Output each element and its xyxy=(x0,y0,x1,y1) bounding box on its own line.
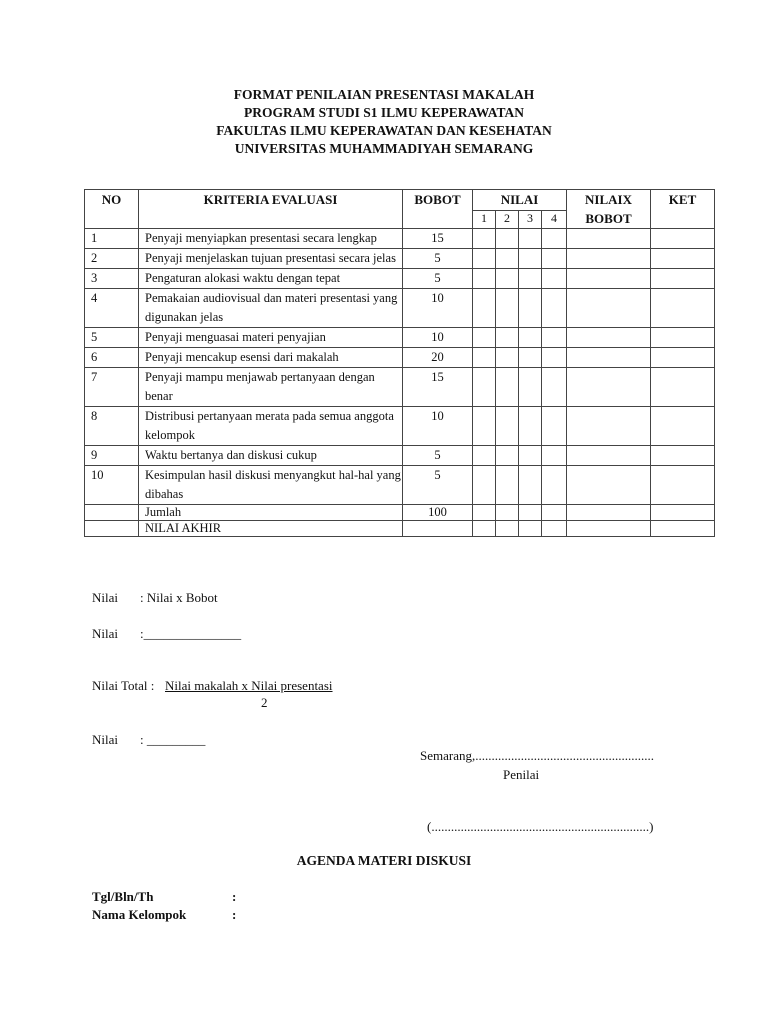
row-nilai-cell xyxy=(496,328,519,348)
row-nilai-cell xyxy=(542,249,567,269)
row-nilai-cell xyxy=(473,249,496,269)
row-nilai-cell xyxy=(519,348,542,368)
agenda-tgl-separator[interactable]: : xyxy=(232,889,237,904)
nilai-formula-value: : Nilai x Bobot xyxy=(140,590,218,605)
row-nilai-cell xyxy=(473,289,496,328)
row-kriteria: Pengaturan alokasi waktu dengan tepat xyxy=(139,269,403,289)
row-nilai-cell xyxy=(473,229,496,249)
row-bobot: 15 xyxy=(403,229,473,249)
row-nilai-bobot-cell xyxy=(567,368,651,407)
row-ket-cell xyxy=(651,229,715,249)
table-row-jumlah xyxy=(85,505,715,521)
row-nilai-cell xyxy=(473,407,496,446)
row-nilai-cell xyxy=(519,466,542,505)
table-row xyxy=(85,269,715,289)
row-nilai-cell xyxy=(542,446,567,466)
table-row xyxy=(85,348,715,368)
row-nilai-cell xyxy=(519,328,542,348)
row-ket-cell xyxy=(651,446,715,466)
nilai-akhir-label: NILAI AKHIR xyxy=(139,521,403,537)
row-nilai-cell xyxy=(542,328,567,348)
row-kriteria: Penyaji mampu menjawab pertanyaan dengan benar xyxy=(139,368,403,407)
signature-role: Penilai xyxy=(503,767,540,782)
row-nilai-cell xyxy=(496,466,519,505)
row-nilai-bobot-cell xyxy=(567,407,651,446)
row-no: 10 xyxy=(85,466,139,505)
row-ket-cell xyxy=(651,269,715,289)
table-row-nilai-akhir xyxy=(85,521,715,537)
row-nilai-cell xyxy=(519,229,542,249)
row-bobot: 20 xyxy=(403,348,473,368)
row-nilai-bobot-cell xyxy=(567,348,651,368)
agenda-kelompok-separator[interactable]: : xyxy=(232,907,237,922)
row-ket-cell xyxy=(651,348,715,368)
row-nilai-bobot-cell xyxy=(567,289,651,328)
row-nilai-cell xyxy=(519,249,542,269)
row-nilai-cell xyxy=(519,446,542,466)
row-nilai-bobot-cell xyxy=(567,328,651,348)
nilai-blank-label: Nilai xyxy=(92,626,118,641)
nilai-sub-1: 1 xyxy=(473,211,496,229)
col-kriteria-header: KRITERIA EVALUASI xyxy=(139,190,403,229)
row-kriteria: Penyaji menyiapkan presentasi secara lengkap xyxy=(139,229,403,249)
nilai-sub-4: 4 xyxy=(542,211,567,229)
row-nilai-bobot-cell xyxy=(567,249,651,269)
row-no: 6 xyxy=(85,348,139,368)
header-line-1: FORMAT PENILAIAN PRESENTASI MAKALAH xyxy=(233,87,535,102)
row-nilai-cell xyxy=(542,229,567,249)
nilai-final-label: Nilai xyxy=(92,732,118,747)
row-kriteria: Distribusi pertanyaan merata pada semua anggota kelompok xyxy=(139,407,403,446)
jumlah-value: 100 xyxy=(403,505,473,521)
row-no: 7 xyxy=(85,368,139,407)
row-bobot: 5 xyxy=(403,249,473,269)
row-no: 9 xyxy=(85,446,139,466)
header-line-2: PROGRAM STUDI S1 ILMU KEPERAWATAN xyxy=(243,105,525,120)
table-row xyxy=(85,229,715,249)
row-bobot: 10 xyxy=(403,407,473,446)
col-nilai-header: NILAI xyxy=(473,190,567,211)
row-bobot: 5 xyxy=(403,269,473,289)
document-header xyxy=(0,86,768,158)
row-nilai-cell xyxy=(519,269,542,289)
row-nilai-cell xyxy=(542,466,567,505)
row-nilai-cell xyxy=(496,368,519,407)
header-line-3: FAKULTAS ILMU KEPERAWATAN DAN KESEHATAN xyxy=(216,123,552,138)
col-ket-header: KET xyxy=(651,190,715,229)
row-nilai-cell xyxy=(473,466,496,505)
table-row xyxy=(85,466,715,505)
row-no: 4 xyxy=(85,289,139,328)
row-kriteria: Penyaji menjelaskan tujuan presentasi secara jelas xyxy=(139,249,403,269)
nilai-formula-label: Nilai xyxy=(92,590,118,605)
row-no: 8 xyxy=(85,407,139,446)
row-kriteria: Penyaji menguasai materi penyajian xyxy=(139,328,403,348)
row-bobot: 10 xyxy=(403,328,473,348)
nilai-final-field[interactable]: : _________ xyxy=(140,732,206,747)
table-row xyxy=(85,249,715,269)
row-no: 1 xyxy=(85,229,139,249)
row-bobot: 5 xyxy=(403,446,473,466)
row-ket-cell xyxy=(651,407,715,446)
signature-name-line[interactable]: (...................................................................) xyxy=(427,819,654,834)
row-nilai-cell xyxy=(519,407,542,446)
row-nilai-cell xyxy=(473,269,496,289)
row-nilai-cell xyxy=(542,368,567,407)
header-line-4: UNIVERSITAS MUHAMMADIYAH SEMARANG xyxy=(234,141,534,156)
row-kriteria: Pemakaian audiovisual dan materi presentasi yang digunakan jelas xyxy=(139,289,403,328)
table-row xyxy=(85,446,715,466)
col-bobot-header: BOBOT xyxy=(403,190,473,229)
row-nilai-cell xyxy=(473,446,496,466)
row-nilai-bobot-cell xyxy=(567,269,651,289)
row-nilai-bobot-cell xyxy=(567,466,651,505)
nilai-blank-field[interactable]: :_______________ xyxy=(140,626,242,641)
row-nilai-cell xyxy=(496,269,519,289)
jumlah-label: Jumlah xyxy=(139,505,403,521)
nilai-total-formula: Nilai makalah x Nilai presentasi xyxy=(165,678,333,693)
table-body xyxy=(85,229,715,505)
signature-place: Semarang,....................................................... xyxy=(420,748,654,763)
row-nilai-cell xyxy=(542,407,567,446)
agenda-kelompok-label: Nama Kelompok xyxy=(92,907,187,922)
table-row xyxy=(85,289,715,328)
nilai-total-divisor: 2 xyxy=(261,695,268,710)
agenda-title: AGENDA MATERI DISKUSI xyxy=(296,853,472,868)
row-nilai-cell xyxy=(496,407,519,446)
row-nilai-cell xyxy=(496,289,519,328)
row-nilai-bobot-cell xyxy=(567,229,651,249)
nilai-total-label: Nilai Total : xyxy=(92,678,158,693)
row-ket-cell xyxy=(651,328,715,348)
table-row xyxy=(85,368,715,407)
nilai-sub-2: 2 xyxy=(496,211,519,229)
row-no: 5 xyxy=(85,328,139,348)
row-nilai-cell xyxy=(542,289,567,328)
row-ket-cell xyxy=(651,368,715,407)
row-nilai-cell xyxy=(473,348,496,368)
agenda-tgl-label: Tgl/Bln/Th xyxy=(92,889,154,904)
row-ket-cell xyxy=(651,466,715,505)
row-nilai-cell xyxy=(519,289,542,328)
row-nilai-cell xyxy=(496,348,519,368)
row-bobot: 15 xyxy=(403,368,473,407)
row-ket-cell xyxy=(651,249,715,269)
row-nilai-cell xyxy=(519,368,542,407)
row-ket-cell xyxy=(651,289,715,328)
row-nilai-cell xyxy=(542,348,567,368)
row-kriteria: Waktu bertanya dan diskusi cukup xyxy=(139,446,403,466)
row-nilai-cell xyxy=(473,368,496,407)
row-nilai-cell xyxy=(496,446,519,466)
nilai-sub-3: 3 xyxy=(519,211,542,229)
row-nilai-cell xyxy=(473,328,496,348)
row-kriteria: Penyaji mencakup esensi dari makalah xyxy=(139,348,403,368)
row-no: 2 xyxy=(85,249,139,269)
table-row xyxy=(85,328,715,348)
row-no: 3 xyxy=(85,269,139,289)
row-nilai-cell xyxy=(496,249,519,269)
row-kriteria: Kesimpulan hasil diskusi menyangkut hal-hal yang dibahas xyxy=(139,466,403,505)
row-nilai-cell xyxy=(542,269,567,289)
col-no-header: NO xyxy=(85,190,139,229)
row-bobot: 5 xyxy=(403,466,473,505)
row-nilai-cell xyxy=(496,229,519,249)
col-nilai-bobot-header: NILAIX BOBOT xyxy=(567,190,651,229)
row-nilai-bobot-cell xyxy=(567,446,651,466)
evaluation-table xyxy=(84,189,715,537)
table-row xyxy=(85,407,715,446)
row-bobot: 10 xyxy=(403,289,473,328)
